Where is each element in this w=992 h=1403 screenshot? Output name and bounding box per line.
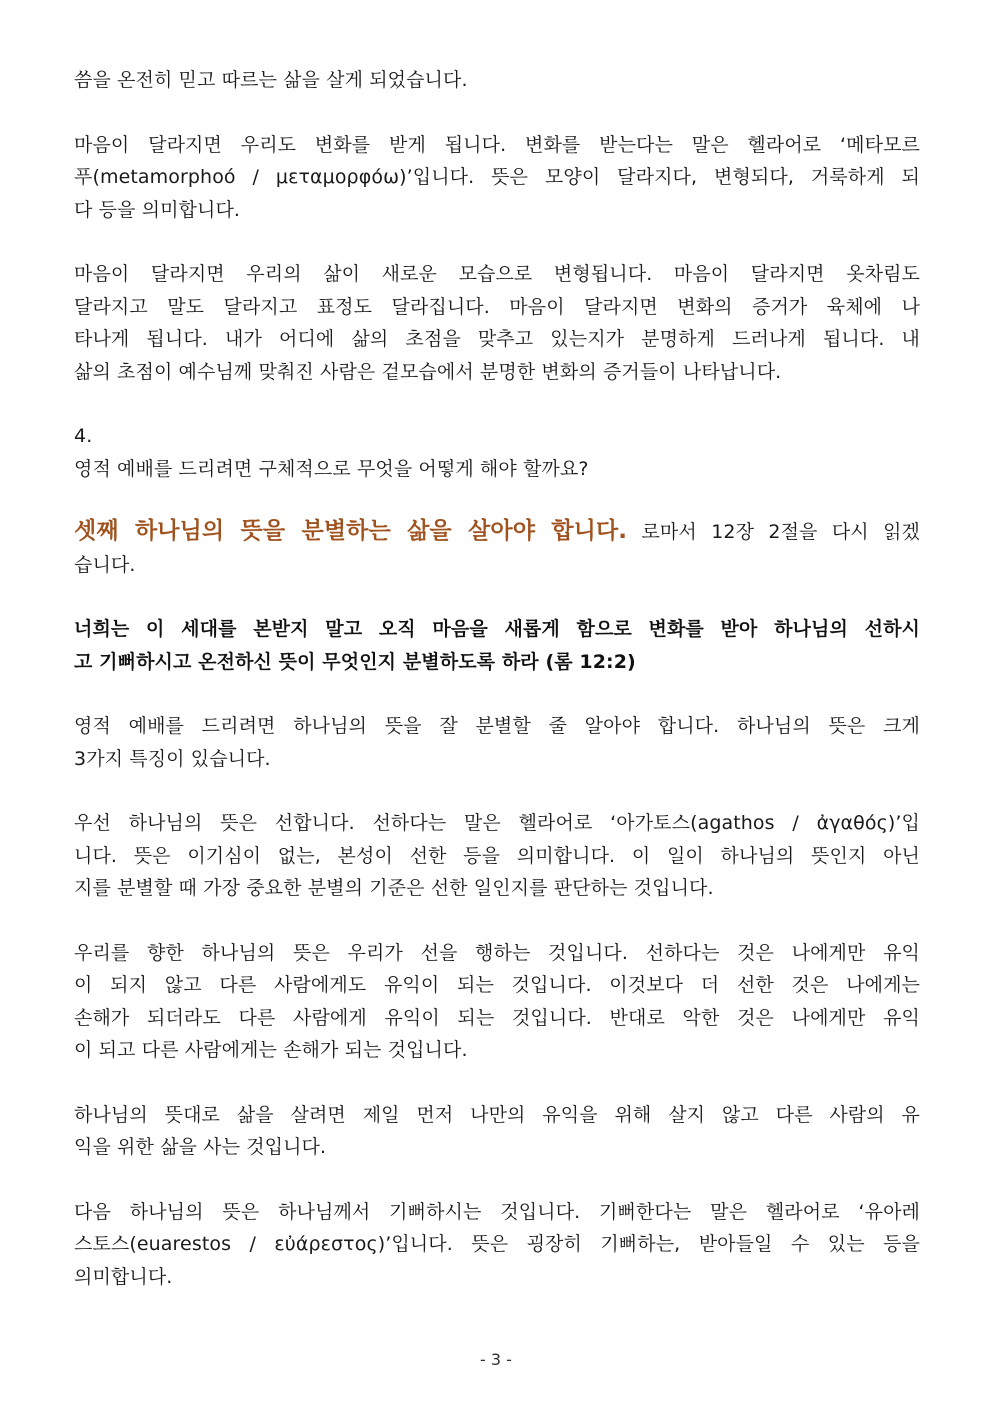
text-line: 우선 하나님의 뜻은 선합니다. 선하다는 말은 헬라어로 ‘아가토스(agathos / ἀγαθός)’입: [74, 812, 920, 834]
text-line: 이 되지 않고 다른 사람에게도 유익이 되는 것입니다. 이것보다 더 선한 것은 나에게는: [74, 974, 920, 996]
highlight-heading: 셋째 하나님의 뜻을 분별하는 삶을 살아야 합니다.: [74, 518, 628, 544]
text-line: 푸(metamorphoó / μεταμορφόω)’입니다. 뜻은 모양이 달라지다, 변형되다, 거룩하게 되: [74, 166, 920, 188]
paragraph-2: [74, 129, 920, 227]
paragraph-1: [74, 64, 920, 97]
paragraph-4: [74, 420, 920, 485]
text-line: 이 되고 다른 사람에게는 손해가 되는 것입니다.: [74, 1039, 468, 1061]
text-line: 마음이 달라지면 우리도 변화를 받게 됩니다. 변화를 받는다는 말은 헬라어로 ‘메타모르: [74, 133, 920, 156]
text-line: 3가지 특징이 있습니다.: [74, 747, 271, 770]
paragraph-7: [74, 710, 920, 775]
text-line: 타나게 됩니다. 내가 어디에 삶의 초점을 맞추고 있는지가 분명하게 드러나게 됩니다. 내: [74, 328, 920, 350]
text-line: 영적 예배를 드리려면 하나님의 뜻을 잘 분별할 줄 알아야 합니다. 하나님의 뜻은 크게: [74, 715, 920, 737]
text-line: 습니다.: [74, 553, 136, 576]
document-page: [74, 64, 920, 1293]
text-line: 손해가 되더라도 다른 사람에게 유익이 되는 것입니다. 반대로 악한 것은 나에게만 유익: [74, 1006, 920, 1029]
text-line: 의미합니다.: [74, 1265, 173, 1288]
text-line: 다음 하나님의 뜻은 하나님께서 기뻐하시는 것입니다. 기뻐한다는 말은 헬라어로 ‘유아레: [74, 1200, 920, 1223]
text-line: 스토스(euarestos / εὐάρεστος)’입니다. 뜻은 굉장히 기뻐하는, 받아들일 수 있는 등을: [74, 1233, 920, 1255]
paragraph-5: [74, 515, 920, 581]
highlight-rest: 로마서 12장 2절을 다시 읽겠: [627, 521, 920, 543]
paragraph-8: [74, 807, 920, 905]
text-line: 니다. 뜻은 이기심이 없는, 본성이 선한 등을 의미합니다. 이 일이 하나님의 뜻인지 아닌: [74, 844, 920, 867]
text-line: 너희는 이 세대를 본받지 말고 오직 마음을 새롭게 함으로 변화를 받아 하나님의 선하시: [74, 618, 920, 640]
section-question: 영적 예배를 드리려면 구체적으로 무엇을 어떻게 해야 할까요?: [74, 457, 589, 480]
paragraph-3: [74, 258, 920, 388]
scripture-quote: [74, 613, 920, 678]
text-line: 지를 분별할 때 가장 중요한 분별의 기준은 선한 일인지를 판단하는 것입니다.: [74, 877, 714, 899]
paragraph-11: [74, 1196, 920, 1294]
text-line: 달라지고 말도 달라지고 표정도 달라집니다. 마음이 달라지면 변화의 증거가 육체에 나: [74, 295, 920, 318]
text-line: 마음이 달라지면 우리의 삶이 새로운 모습으로 변형됩니다. 마음이 달라지면 옷차림도: [74, 263, 920, 285]
text-line: 익을 위한 삶을 사는 것입니다.: [74, 1136, 327, 1158]
paragraph-10: [74, 1099, 920, 1164]
text-line: 고 기뻐하시고 온전하신 뜻이 무엇인지 분별하도록 하라 (롬 12:2): [74, 650, 636, 673]
text-line: 씀을 온전히 믿고 따르는 삶을 살게 되었습니다.: [74, 69, 468, 91]
text-line: 다 등을 의미합니다.: [74, 198, 241, 221]
text-line: 하나님의 뜻대로 삶을 살려면 제일 먼저 나만의 유익을 위해 살지 않고 다른 사람의 유: [74, 1103, 920, 1126]
text-line: 삶의 초점이 예수님께 맞춰진 사람은 겉모습에서 분명한 변화의 증거들이 나타납니다.: [74, 360, 782, 383]
paragraph-9: [74, 937, 920, 1067]
section-number: 4.: [74, 425, 93, 447]
highlight-line: [74, 515, 920, 549]
text-line: 우리를 향한 하나님의 뜻은 우리가 선을 행하는 것입니다. 선하다는 것은 나에게만 유익: [74, 941, 920, 964]
page-number: - 3 -: [480, 1350, 512, 1369]
